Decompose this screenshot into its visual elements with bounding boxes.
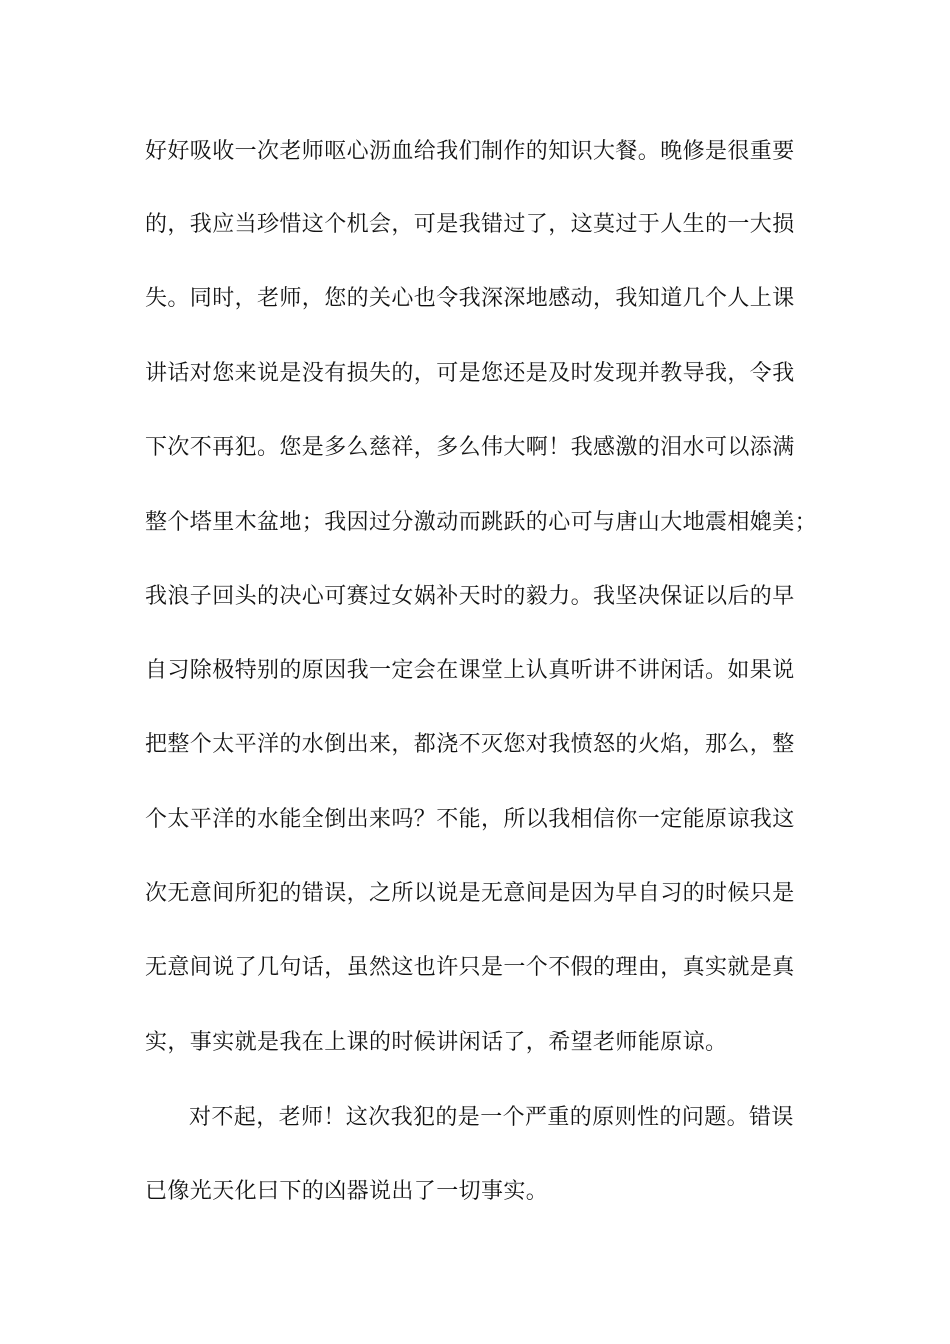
- text-line-9: 把整个太平洋的水倒出来，都浇不灭您对我愤怒的火焰，那么，整: [145, 732, 795, 757]
- text-line-7: 我浪子回头的决心可赛过女娲补天时的毅力。我坚决保证以后的早: [145, 584, 795, 609]
- text-line-12: 无意间说了几句话，虽然这也许只是一个不假的理由，真实就是真: [145, 955, 795, 980]
- text-line-1: 好好吸收一次老师呕心沥血给我们制作的知识大餐。晚修是很重要: [145, 139, 795, 164]
- paragraph-2-line-1: 对不起，老师！这次我犯的是一个严重的原则性的问题。错误: [189, 1105, 794, 1130]
- text-line-11: 次无意间所犯的错误，之所以说是无意间是因为早自习的时候只是: [145, 881, 795, 906]
- text-line-8: 自习除极特别的原因我一定会在课堂上认真听讲不讲闲话。如果说: [145, 658, 795, 683]
- text-line-2: 的，我应当珍惜这个机会，可是我错过了，这莫过于人生的一大损: [145, 212, 795, 237]
- text-line-5: 下次不再犯。您是多么慈祥，多么伟大啊！我感激的泪水可以添满: [145, 435, 795, 460]
- text-line-6: 整个塔里木盆地；我因过分激动而跳跃的心可与唐山大地震相媲美；: [145, 510, 818, 535]
- text-line-13: 实，事实就是我在上课的时候讲闲话了，希望老师能原谅。: [145, 1030, 728, 1055]
- paragraph-2-line-2: 已像光天化曰下的凶器说出了一切事实。: [145, 1179, 549, 1204]
- text-line-10: 个太平洋的水能全倒出来吗？不能，所以我相信你一定能原谅我这: [145, 807, 795, 832]
- text-line-3: 失。同时，老师，您的关心也令我深深地感动，我知道几个人上课: [145, 286, 795, 311]
- text-line-4: 讲话对您来说是没有损失的，可是您还是及时发现并教导我，令我: [145, 361, 795, 386]
